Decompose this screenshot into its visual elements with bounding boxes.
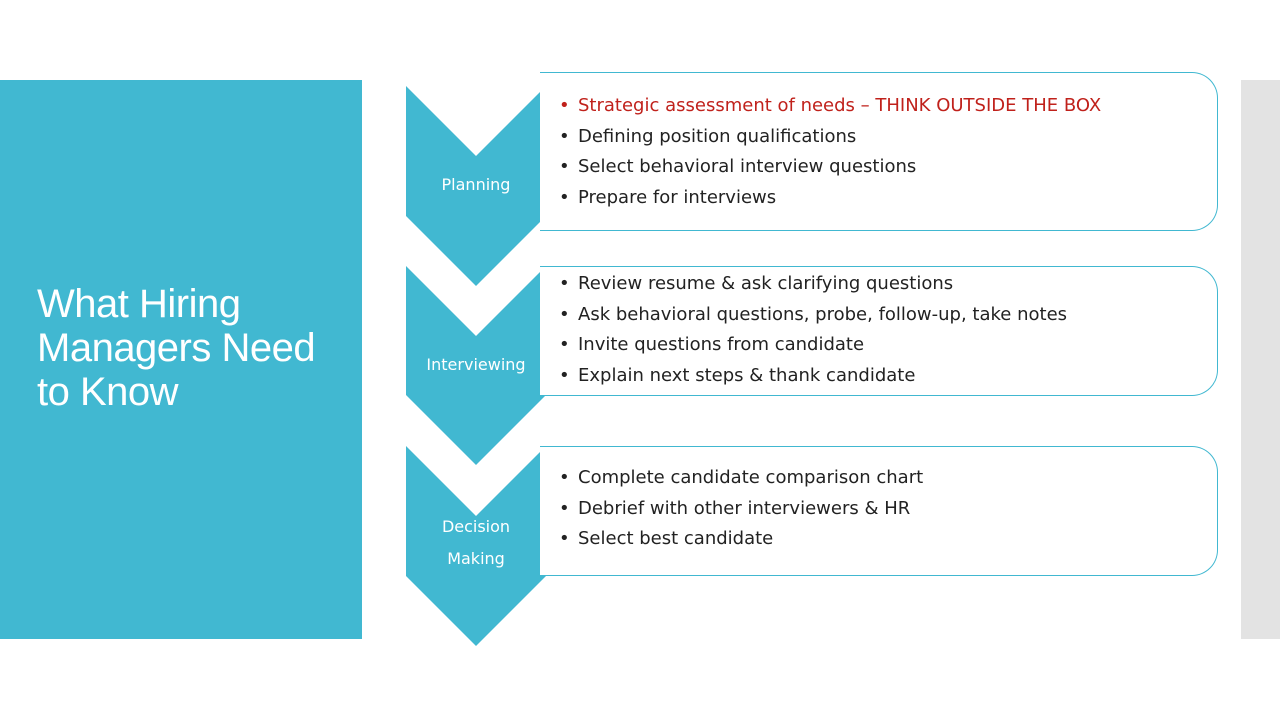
list-item xyxy=(540,300,1217,331)
bullet-list xyxy=(540,91,1217,213)
bullet-icon: • xyxy=(559,467,570,488)
bullet-icon: • xyxy=(559,303,570,325)
stage-label-line: Making xyxy=(447,549,505,568)
list-item xyxy=(540,330,1217,361)
bullet-icon: • xyxy=(559,364,570,386)
list-item-text: Defining position qualifications xyxy=(578,125,857,147)
slide-title: What Hiring Managers Need to Know xyxy=(37,282,316,414)
bullet-list xyxy=(540,463,1217,555)
list-item-text: Invite questions from candidate xyxy=(578,334,865,355)
list-item-text: Ask behavioral questions, probe, follow-up, take notes xyxy=(578,303,1068,325)
stage-label-decision-making xyxy=(406,511,546,575)
bullet-icon: • xyxy=(559,334,570,355)
bullet-icon: • xyxy=(559,497,570,519)
list-item-text: Debrief with other interviewers & HR xyxy=(578,497,911,519)
list-item-text: Review resume & ask clarifying questions xyxy=(578,273,954,294)
list-item xyxy=(540,183,1217,214)
list-item-text: Strategic assessment of needs – THINK OUTSIDE THE BOX xyxy=(578,95,1102,116)
bullet-icon: • xyxy=(559,156,570,177)
bullet-icon: • xyxy=(559,273,570,294)
list-item xyxy=(540,152,1217,183)
stage-label-interviewing: Interviewing xyxy=(426,355,526,374)
list-item xyxy=(540,463,1217,494)
list-item xyxy=(540,524,1217,555)
bullet-list xyxy=(540,269,1217,391)
list-item-text: Explain next steps & thank candidate xyxy=(578,364,916,386)
bullet-icon: • xyxy=(559,186,570,208)
list-item-text: Select best candidate xyxy=(578,528,774,549)
bullet-icon: • xyxy=(559,528,570,549)
list-item xyxy=(540,91,1217,122)
bullet-icon: • xyxy=(559,125,570,147)
stage-label-planning: Planning xyxy=(441,175,511,194)
list-item-text: Prepare for interviews xyxy=(578,186,777,208)
list-item-text: Complete candidate comparison chart xyxy=(578,467,924,488)
list-item xyxy=(540,494,1217,525)
list-item xyxy=(540,269,1217,300)
stage-box-planning xyxy=(540,72,1218,231)
list-item xyxy=(540,122,1217,153)
stage-label-line: Decision xyxy=(441,517,511,536)
list-item xyxy=(540,361,1217,392)
bullet-icon: • xyxy=(559,95,570,116)
list-item-text: Select behavioral interview questions xyxy=(578,156,917,177)
stage-box-decision-making xyxy=(540,446,1218,576)
stage-box-interviewing xyxy=(540,266,1218,396)
